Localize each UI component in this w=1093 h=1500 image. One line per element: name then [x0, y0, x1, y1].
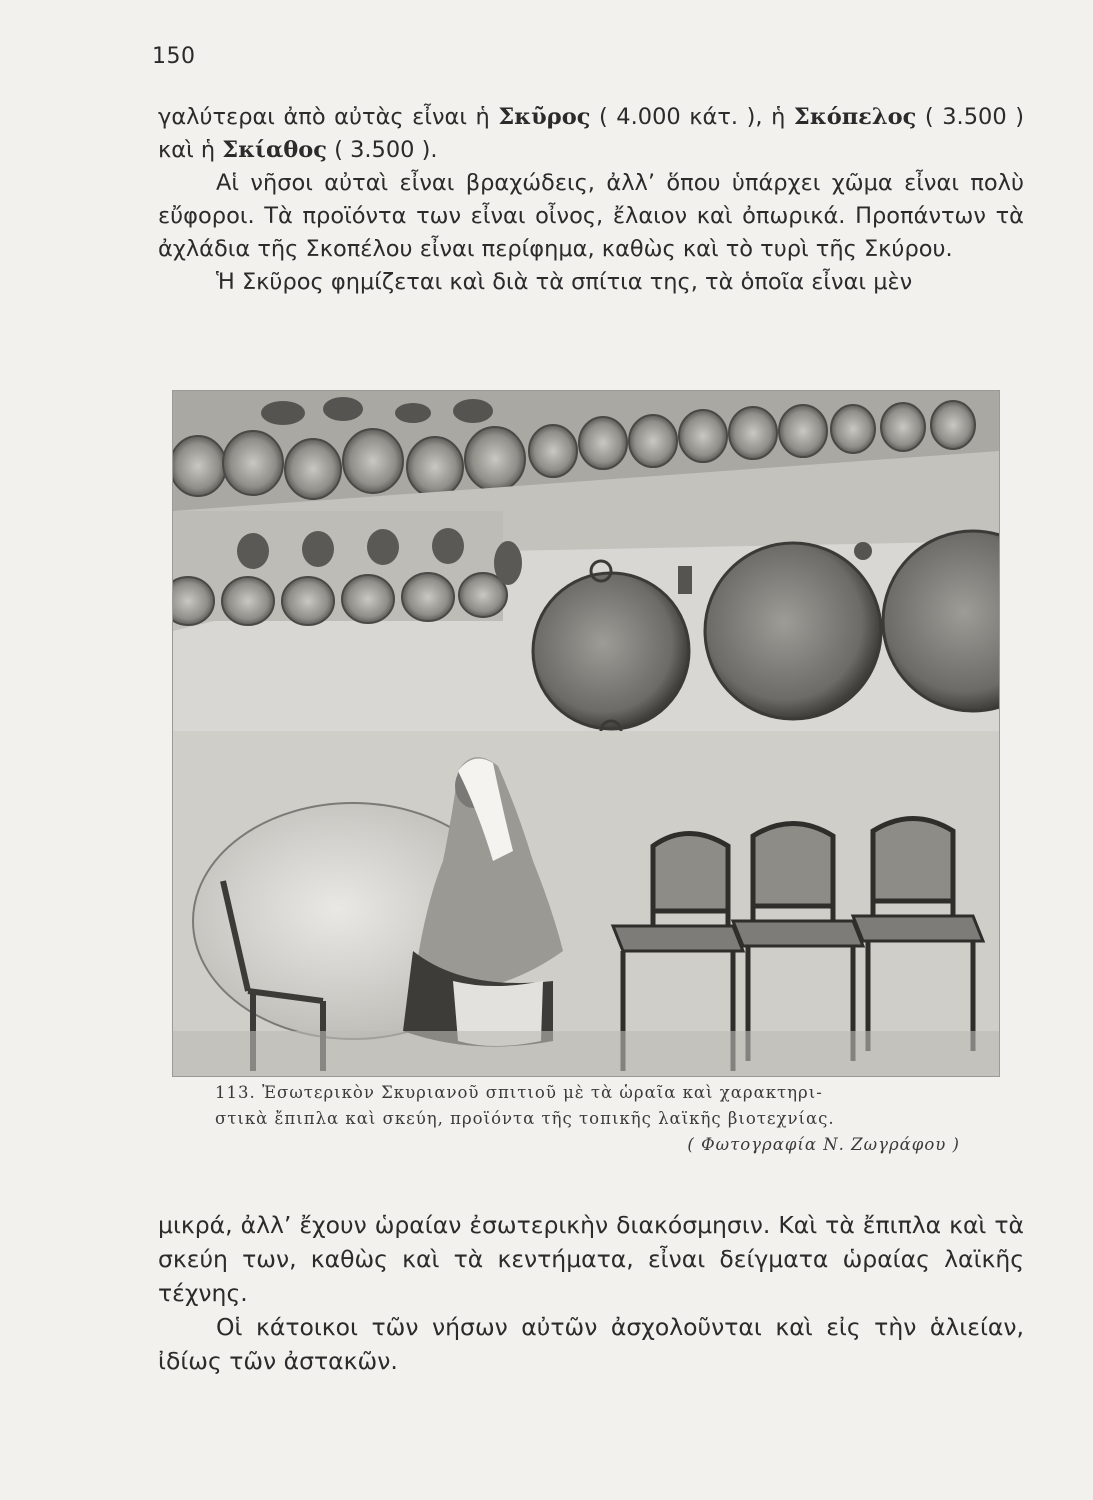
page-number: 150: [152, 44, 196, 69]
paragraph-islands-population: γαλύτεραι ἀπὸ αὐτὰς εἶναι ἡ Σκῦρος ( 4.000 κάτ. ), ἡ Σκόπελος ( 3.500 ) καὶ ἡ Σκίαθος ( 3.500 ).: [158, 104, 1024, 163]
photo-credit: ( Φωτογραφία Ν. Ζωγράφου ): [687, 1135, 960, 1154]
caption-line-1: 113. Ἐσωτερικὸν Σκυριανοῦ σπιτιοῦ μὲ τὰ ὡραῖα καὶ χαρακτηρι-: [215, 1083, 823, 1102]
caption-line-2: στικὰ ἔπιπλα καὶ σκεύη, προϊόντα τῆς τοπικῆς λαϊκῆς βιοτεχνίας.: [215, 1109, 835, 1128]
photo-illustration: [173, 391, 999, 1076]
figure-caption: [215, 1080, 980, 1158]
island-name-skiathos: Σκίαθος: [222, 137, 327, 163]
paragraph-fishing: Οἱ κάτοικοι τῶν νήσων αὐτῶν ἀσχολοῦνται καὶ εἰς τὴν ἁλιείαν, ἰδίως τῶν ἀστακῶν.: [158, 1313, 1024, 1375]
bottom-text-block: [158, 1208, 1024, 1378]
paragraph-products: Αἱ νῆσοι αὐταὶ εἶναι βραχώδεις, ἀλλ’ ὅπου ὑπάρχει χῶμα εἶναι πολὺ εὔφοροι. Τὰ προϊόντα των εἶναι οἶνος, ἔλαιον καὶ ὀπωρικά. Προπάντων τὰ ἀχλάδια τῆς Σκοπέλου εἶναι περίφημα, καθὼς καὶ τὸ τυρὶ τῆς Σκύρου.: [158, 170, 1024, 262]
top-text-block: [158, 101, 1024, 299]
island-name-skyros: Σκῦρος: [498, 104, 591, 130]
paragraph-interior-decoration: μικρά, ἀλλ’ ἔχουν ὡραίαν ἐσωτερικὴν διακόσμησιν. Καὶ τὰ ἔπιπλα καὶ τὰ σκεύη των, καθὼς καὶ τὰ κεντήματα, εἶναι δείγματα ὡραίας λαϊκῆς τέχνης.: [158, 1211, 1024, 1307]
photo-skyros-interior: [172, 390, 1000, 1077]
island-name-skopelos: Σκόπελος: [793, 104, 917, 130]
paragraph-skyros-houses: Ἡ Σκῦρος φημίζεται καὶ διὰ τὰ σπίτια της, τὰ ὁποῖα εἶναι μὲν: [216, 269, 913, 295]
carved-chairs: [653, 819, 953, 912]
